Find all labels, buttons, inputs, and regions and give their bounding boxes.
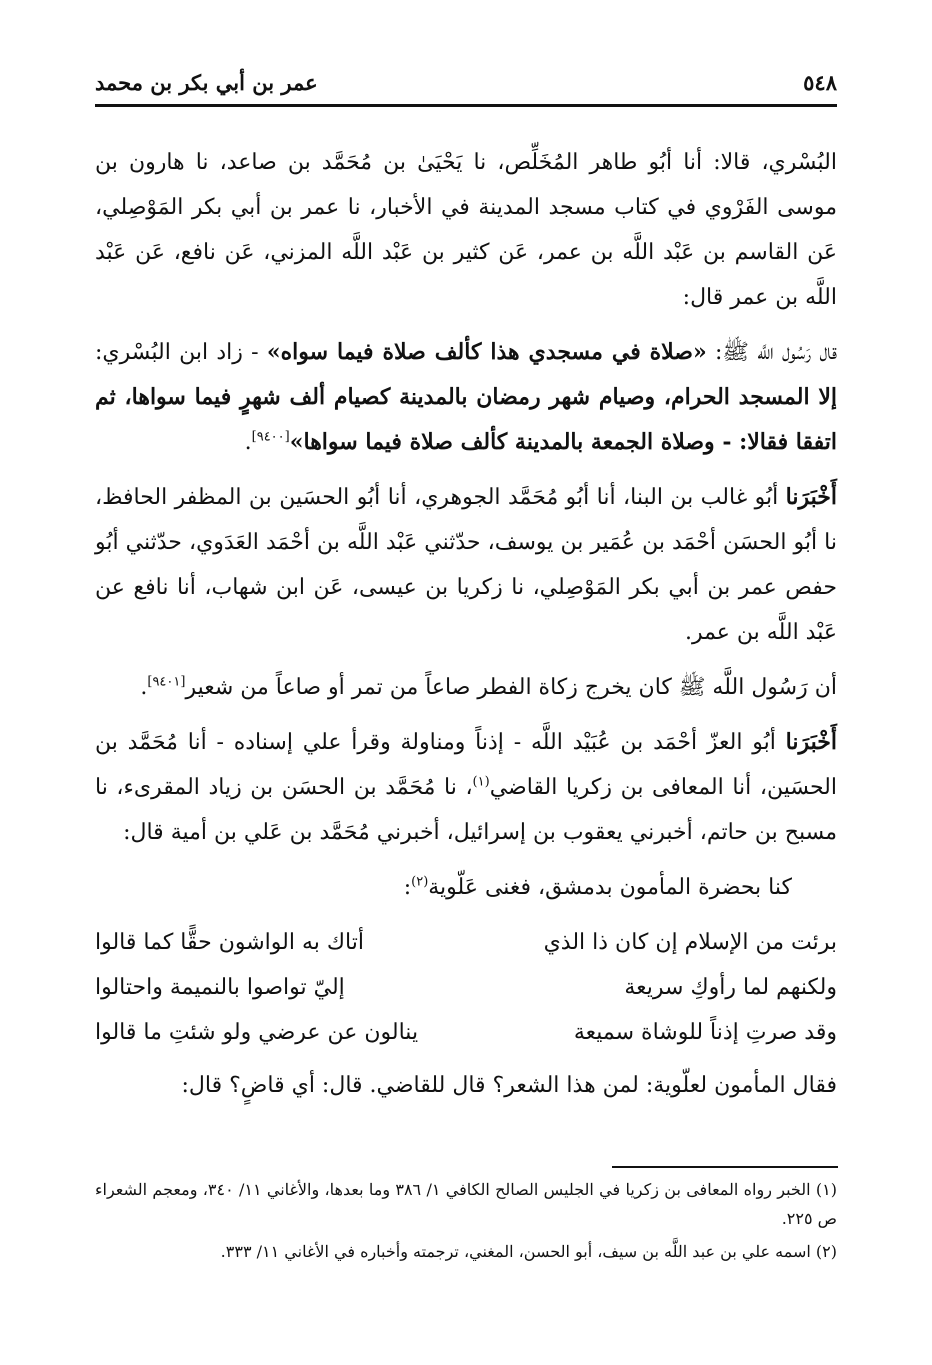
paragraph-dialogue: فقال المأمون لعلّوية: لمن هذا الشعر؟ قال للقاضي. قال: أي قاضٍ؟ قال: bbox=[181, 1073, 837, 1098]
verse-line bbox=[95, 920, 837, 965]
hadith-1-number: [٩٤٠٠] bbox=[251, 429, 290, 445]
hadith-2-text: أن رَسُول اللَّه ﷺ كان يخرج زكاة الفطر صاعاً من تمر أو صاعاً من شعير bbox=[185, 675, 837, 700]
verse-intro-end: : bbox=[403, 875, 412, 900]
footnote-2 bbox=[95, 1237, 837, 1266]
footnote-marker-2: (٢) bbox=[411, 874, 429, 890]
isnad-2-text: أبُو غالب بن البنا، أنا أبُو مُحَمَّد الجوهري، أنا أبُو الحسَين بن المظفر الحافظ، نا أبُو الحسَن أحْمَد بن عُمَير بن يوسف، حدّثني عَبْد اللَّه بن أحْمَد العَدَوي، حدّثني أبُو حفص عمر بن أبي بكر المَوْصِلي، نا زكريا بن عيسى، عَن ابن شهاب، أنا نافع عن عَبْد اللَّه بن عمر. bbox=[95, 485, 837, 645]
verse-hemistich-first: وقد صرتِ إذناً للوشاة سميعة bbox=[573, 1020, 837, 1045]
page-number: ٥٤٨ bbox=[803, 69, 837, 95]
hadith-2-end: . bbox=[140, 675, 148, 700]
paragraph-isnad-1: البُسْري، قالا: أنا أبُو طاهر المُخَلِّص، نا يَحْيَىٰ بن مُحَمَّد بن صاعد، نا هارون بن موسى الفَرْوي في كتاب مسجد المدينة في الأخبار، نا عمر بن أبي بكر المَوْصِلي، عَن القاسم بن عَبْد اللَّه بن عمر، عَن كثير بن عَبْد اللَّه المزني، عَن نافع، عَن عَبْد اللَّه بن عمر قال: bbox=[95, 150, 837, 310]
footnotes bbox=[95, 1175, 837, 1270]
verse-hemistich-second: ينالون عن عرضي ولو شئتِ ما قالوا bbox=[95, 1020, 419, 1045]
header-divider bbox=[95, 104, 837, 107]
footnote-1-number: (١) bbox=[815, 1180, 837, 1199]
footnote-1-text: الخبر رواه المعافى بن زكريا في الجليس الصالح الكافي ١/ ٣٨٦ وما بعدها، والأغاني ١١/ ٣٤٠، ومعجم الشعراء ص ٢٢٥. bbox=[95, 1180, 837, 1228]
verse-hemistich-first: ولكنهم لما رأوكِ سريعة bbox=[624, 975, 837, 1000]
page-header bbox=[95, 62, 837, 102]
paragraph-hadith-1 bbox=[95, 330, 837, 465]
hadith-1-intro: قال رَسُول اللَّه ﷺ: bbox=[706, 340, 837, 365]
verse-hemistich-second: أتاك به الواشون حقًّا كما قالوا bbox=[95, 930, 364, 955]
verse-intro-text: كنا بحضرة المأمون بدمشق، فغنى عَلّوية bbox=[428, 875, 792, 900]
paragraph-hadith-2 bbox=[95, 665, 837, 710]
footnote-2-number: (٢) bbox=[815, 1242, 837, 1261]
paragraph-isnad-3 bbox=[95, 720, 837, 855]
akhbarana-lead: أَخْبَرَنا bbox=[785, 729, 837, 755]
isnad-3-text-b: ، نا مُحَمَّد بن الحسَن بن زياد المقرىء، نا مسبح بن حاتم، أخبرني يعقوب بن إسرائيل، أخبرني مُحَمَّد بن عَلي بن أمية قال: bbox=[95, 775, 837, 845]
verse-line bbox=[95, 965, 837, 1010]
verse-hemistich-second: إليّ تواصوا بالنميمة واحتالوا bbox=[95, 975, 345, 1000]
isnad-3-text-a: أبُو العزّ أحْمَد بن عُبَيْد اللَّه - إذناً ومناولة وقرأ علي إسناده - أنا مُحَمَّد بن الحسَين، أنا المعافى بن زكريا القاضي bbox=[95, 730, 837, 800]
hadith-1-addition: إلا المسجد الحرام، وصيام شهر رمضان بالمدينة كصيام ألف شهرٍ فيما سواها، ثم اتفقا فقالا: - وصلاة الجمعة بالمدينة كألف صلاة فيما سواها» bbox=[95, 384, 837, 455]
running-title: عمر بن أبي بكر بن محمد bbox=[95, 69, 318, 95]
footnote-marker-1: (١) bbox=[472, 774, 490, 790]
hadith-1-quote: «صلاة في مسجدي هذا كألف صلاة فيما سواه» bbox=[266, 339, 707, 365]
hadith-1-addition-intro: - زاد ابن البُسْري: bbox=[95, 340, 267, 365]
verse-line bbox=[95, 1010, 837, 1055]
verse-intro bbox=[95, 865, 837, 910]
paragraph-isnad-2 bbox=[95, 475, 837, 655]
verse-hemistich-first: برئت من الإسلام إن كان ذا الذي bbox=[543, 930, 837, 955]
hadith-2-number: [٩٤٠١] bbox=[147, 674, 186, 690]
akhbarana-lead: أَخْبَرَنا bbox=[785, 484, 837, 510]
footnote-1 bbox=[95, 1175, 837, 1233]
footnote-2-text: اسمه علي بن عبد اللَّه بن سيف، أبو الحسن، المغني، ترجمته وأخباره في الأغاني ١١/ ٣٣٣. bbox=[220, 1242, 811, 1261]
hadith-1-end: . bbox=[244, 430, 252, 455]
footnote-divider bbox=[612, 1166, 838, 1168]
poem bbox=[95, 920, 837, 1055]
main-text bbox=[95, 140, 837, 1118]
